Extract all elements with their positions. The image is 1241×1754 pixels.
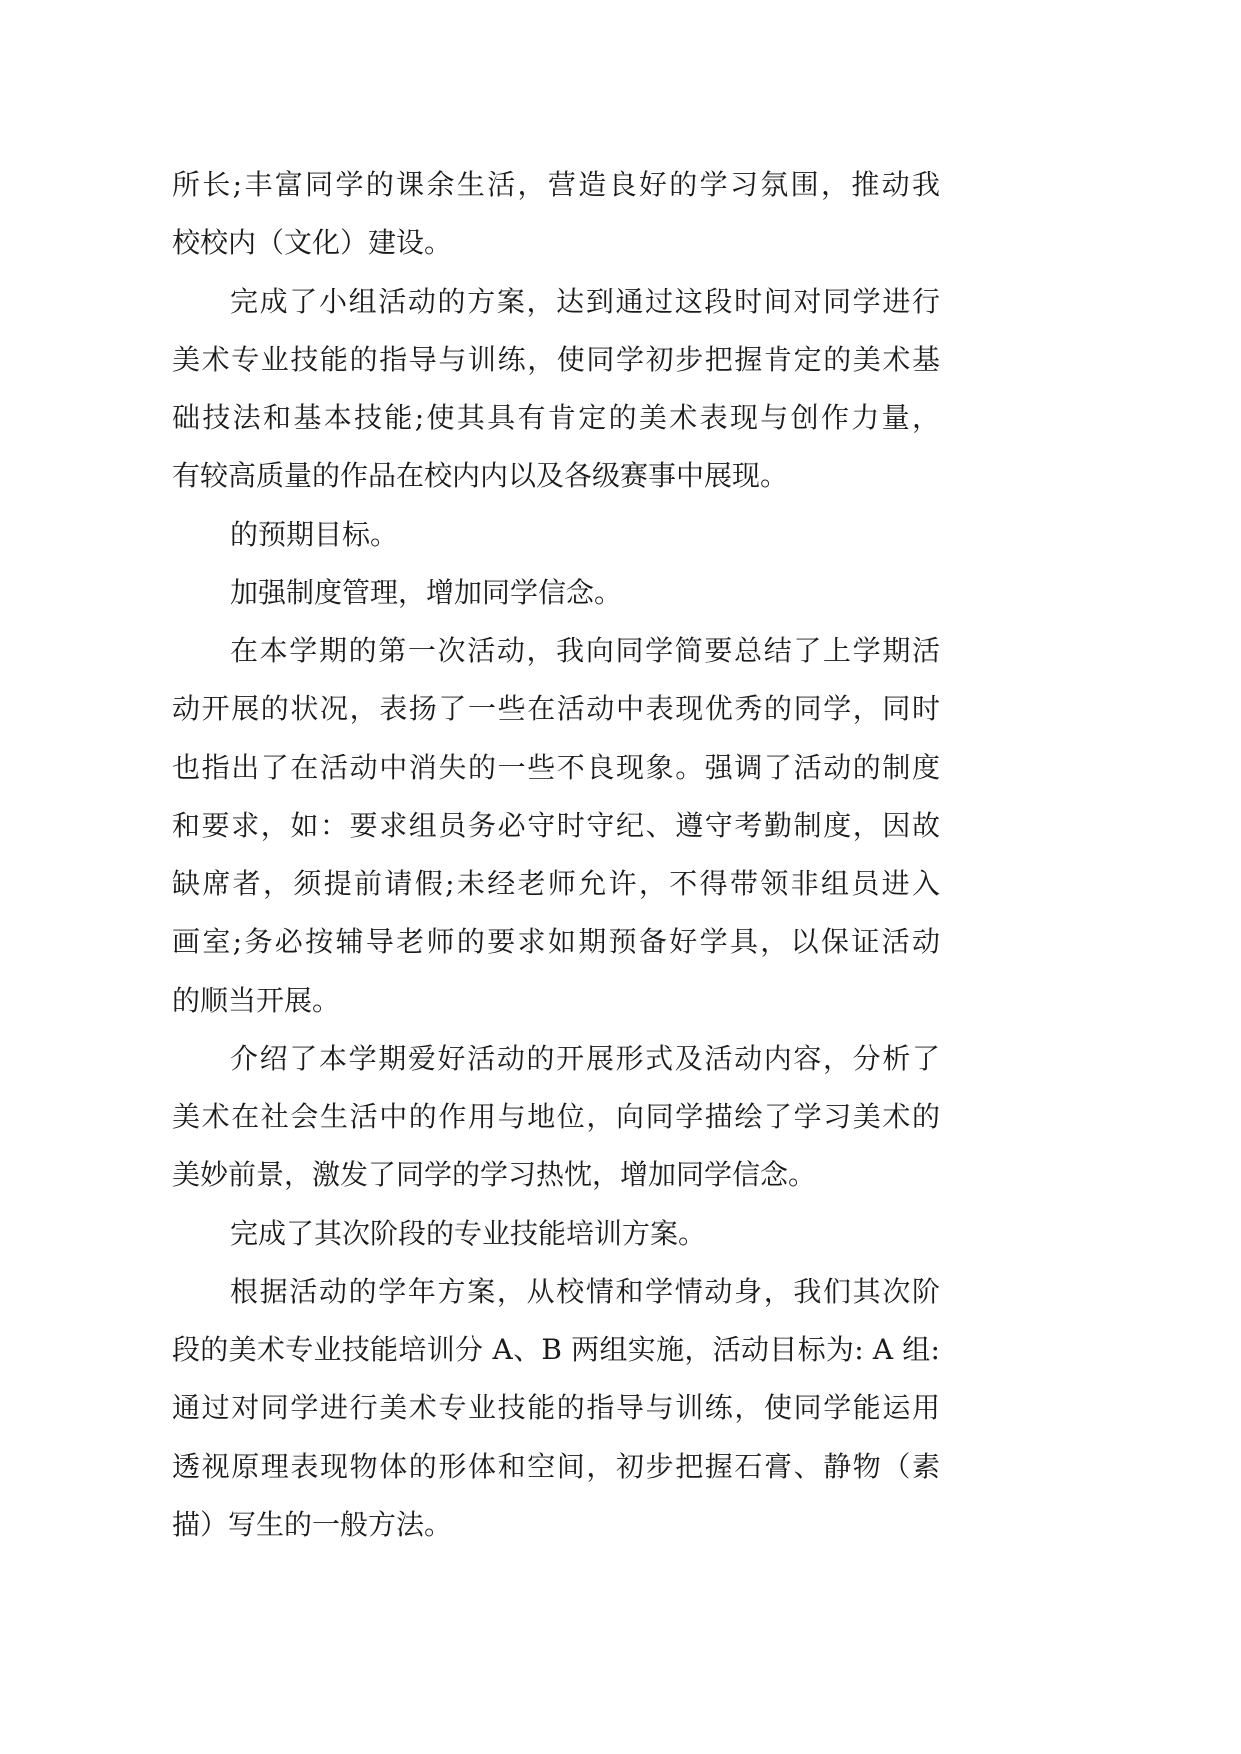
text-line: 础技法和基本技能;使其具有肯定的美术表现与创作力量， xyxy=(172,401,940,434)
text-line: 美术在社会生活中的作用与地位，向同学描绘了学习美术的 xyxy=(172,1100,940,1133)
paragraph xyxy=(172,1263,940,1554)
paragraph xyxy=(172,1205,940,1263)
text-line: 有较高质量的作品在校内内以及各级赛事中展现。 xyxy=(172,459,789,493)
text-line: 的顺当开展。 xyxy=(172,983,341,1017)
paragraph xyxy=(172,564,940,622)
text-line: 透视原理表现物体的形体和空间，初步把握石膏、静物（素 xyxy=(172,1449,940,1483)
text-line: 也指出了在活动中消失的一些不良现象。强调了活动的制度 xyxy=(172,750,940,784)
paragraph xyxy=(172,273,940,506)
text-line: 美术专业技能的指导与训练，使同学初步把握肯定的美术基 xyxy=(172,342,940,376)
text-line: 所长;丰富同学的课余生活，营造良好的学习氛围，推动我 xyxy=(172,168,940,201)
text-line: 完成了其次阶段的专业技能培训方案。 xyxy=(230,1216,707,1250)
text-line: 缺席者，须提前请假;未经老师允许，不得带领非组员进入 xyxy=(172,867,940,900)
text-line: 完成了小组活动的方案，达到通过这段时间对同学进行 xyxy=(230,284,940,318)
text-line: 画室;务必按辅导老师的要求如期预备好学具，以保证活动 xyxy=(172,925,940,959)
text-line: 美妙前景，激发了同学的学习热忱，增加同学信念。 xyxy=(172,1158,817,1192)
paragraph xyxy=(172,622,940,1030)
text-line: 在本学期的第一次活动，我向同学简要总结了上学期活 xyxy=(230,634,940,667)
text-line: 动开展的状况，表扬了一些在活动中表现优秀的同学，同时 xyxy=(172,692,940,726)
document-body xyxy=(172,156,940,1554)
text-line: 加强制度管理，增加同学信念。 xyxy=(230,575,623,609)
paragraph xyxy=(172,1030,940,1205)
text-line: 介绍了本学期爱好活动的开展形式及活动内容，分析了 xyxy=(230,1041,940,1075)
text-line: 的预期目标。 xyxy=(230,517,399,551)
text-line: 根据活动的学年方案，从校情和学情动身，我们其次阶 xyxy=(230,1274,940,1308)
text-line: 描）写生的一般方法。 xyxy=(172,1507,453,1541)
paragraph xyxy=(172,506,940,564)
paragraph xyxy=(172,156,940,273)
text-line: 和要求，如：要求组员务必守时守纪、遵守考勤制度，因故 xyxy=(172,808,940,842)
text-line: 校校内（文化）建设。 xyxy=(172,226,453,260)
text-line: 段的美术专业技能培训分 A、B 两组实施，活动目标为: A 组: xyxy=(172,1333,940,1366)
text-line: 通过对同学进行美术专业技能的指导与训练，使同学能运用 xyxy=(172,1391,940,1425)
